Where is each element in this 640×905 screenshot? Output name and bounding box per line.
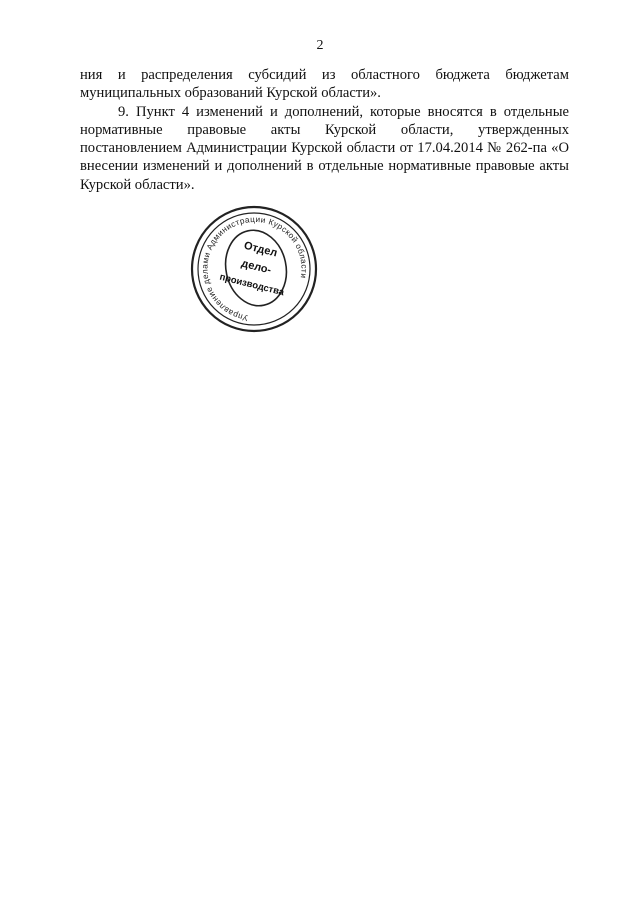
paragraph-continuation: ния и распределения субсидий из областного бюджета бюджетам муниципальных образований Курской области». <box>80 67 569 102</box>
stamp-center-line-1: Отдел <box>242 239 279 260</box>
office-stamp <box>188 204 320 334</box>
stamp-center-line-3: производства <box>218 271 286 299</box>
stamp-ring-text: Управление делами Администрации Курской области <box>200 214 309 323</box>
document-body <box>80 66 569 194</box>
page-number: 2 <box>316 38 324 53</box>
stamp-center-line-2: дело- <box>240 257 273 277</box>
paragraph-item-9: 9. Пункт 4 изменений и дополнений, которые вносятся в отдельные нормативные правовые акты Курской области, утвержденных постановлением Администрации Курской области от 17.04.2014 № 262-па «О внесении изменений и дополнений в отдельные нормативные правовые акты Курской области». <box>80 103 569 193</box>
